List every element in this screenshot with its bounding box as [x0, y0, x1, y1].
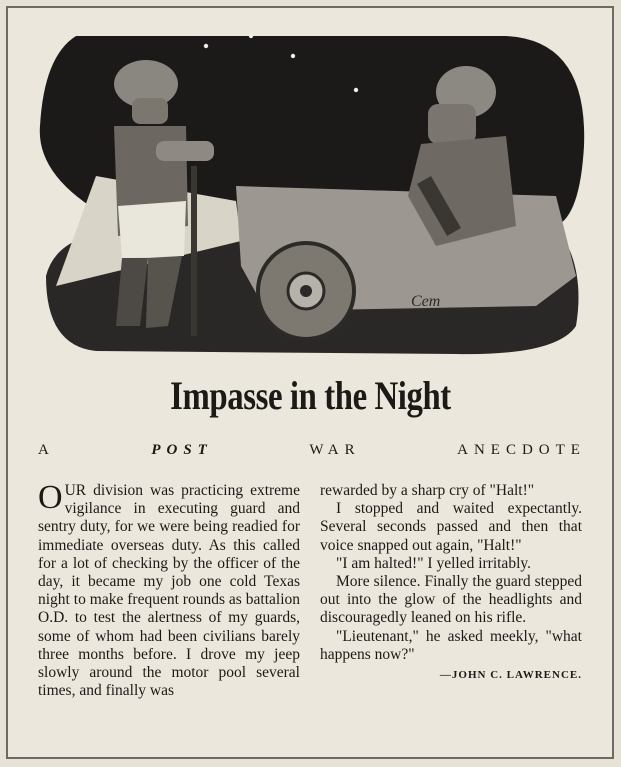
subtitle-word: WAR — [309, 442, 361, 458]
article-subtitle — [38, 442, 586, 459]
article-title: Impasse in the Night — [170, 373, 451, 418]
star — [204, 44, 208, 48]
article-column-right — [320, 482, 582, 684]
paragraph: I stopped and waited expectantly. Several seconds passed and then that voice snapped out again, "Halt!" — [320, 500, 582, 554]
star — [291, 54, 295, 58]
artist-signature: Cem — [411, 293, 441, 310]
drop-cap: O — [38, 479, 63, 516]
star — [354, 88, 358, 92]
paragraph-text: UR division was practicing extreme vigilance in executing guard and sentry duty, for we were being readied for immediate overseas duty. As this called for a lot of checking by the officer of the day, it became my job one cold Texas night to make frequent rounds as battalion O.D. to test the alertness of my guards, some of whom had been civilians barely three months before. I drove my jeep slowly around the motor pool several times, and finally was — [38, 482, 300, 700]
article-column-left — [38, 479, 300, 700]
subtitle-word: POST — [151, 442, 213, 458]
subtitle-word: A — [38, 442, 55, 458]
star — [249, 34, 253, 38]
author-byline: —JOHN C. LAWRENCE. — [439, 669, 582, 682]
paragraph: "I am halted!" I yelled irritably. — [336, 554, 531, 572]
paragraph: "Lieutenant," he asked meekly, "what happens now?" — [320, 627, 582, 663]
cartoon-illustration — [36, 26, 588, 364]
paragraph: More silence. Finally the guard stepped out into the glow of the headlights and discouragedly leaned on his rifle. — [320, 573, 582, 627]
paragraph — [38, 479, 300, 700]
subtitle-word: ANECDOTE — [457, 442, 586, 458]
paragraph: rewarded by a sharp cry of "Halt!" — [320, 482, 535, 499]
